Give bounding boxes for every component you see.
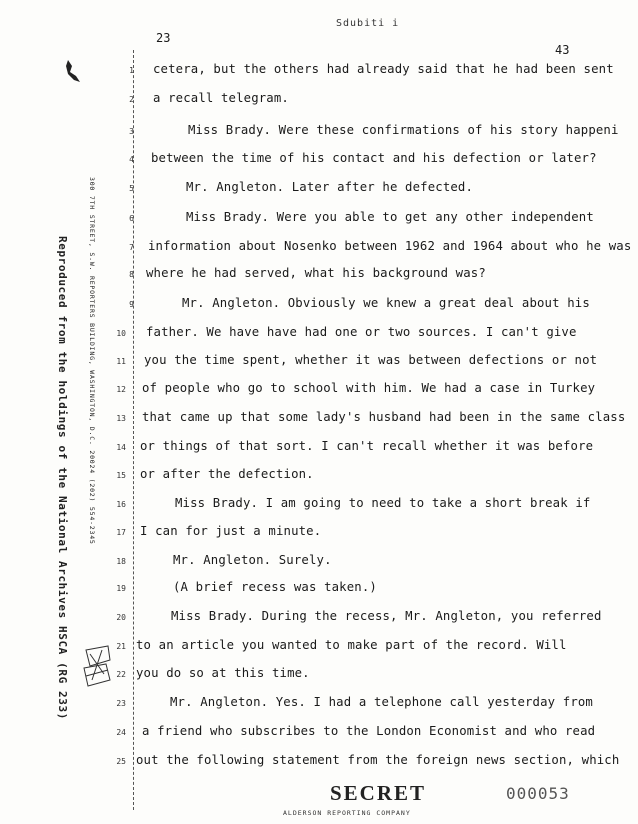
bates-number: 000053 (506, 784, 570, 803)
line-number: 16 (116, 500, 126, 509)
line-number: 4 (129, 155, 134, 164)
line-number: 15 (116, 471, 126, 480)
line-number: 12 (116, 385, 126, 394)
line-number: 3 (129, 127, 134, 136)
transcript-line: a recall telegram. (153, 91, 289, 105)
line-number: 18 (116, 557, 126, 566)
line-number: 21 (116, 642, 126, 651)
margin-rule (133, 50, 134, 810)
transcript-line: cetera, but the others had already said that he had been sent (153, 62, 614, 76)
line-number: 24 (116, 728, 126, 737)
line-number: 5 (129, 184, 134, 193)
transcript-line: Mr. Angleton. Obviously we knew a great deal about his (182, 296, 590, 310)
transcript-line: father. We have have had one or two sources. I can't give (146, 325, 577, 339)
line-number: 1 (129, 66, 134, 75)
transcript-line: out the following statement from the foreign news section, which (136, 753, 620, 767)
line-number: 13 (116, 414, 126, 423)
line-number: 22 (116, 670, 126, 679)
line-number: 23 (116, 699, 126, 708)
page-number-right: 43 (555, 43, 570, 57)
stamp-icon (80, 640, 114, 694)
reporter-address: 300 7TH STREET, S.W. REPORTERS BUILDING, WASHINGTON, D.C. 20024 (202) 554-2345 (88, 177, 96, 545)
transcript-line: Mr. Angleton. Yes. I had a telephone call yesterday from (170, 695, 593, 709)
transcript-line: Miss Brady. During the recess, Mr. Angleton, you referred (171, 609, 602, 623)
classification-stamp: SECRET (330, 781, 427, 805)
page-number-left: 23 (156, 31, 171, 45)
transcript-line: Mr. Angleton. Surely. (173, 553, 332, 567)
transcript-line: I can for just a minute. (140, 524, 322, 538)
transcript-line: between the time of his contact and his defection or later? (151, 151, 597, 165)
line-number: 2 (129, 95, 134, 104)
scan-smudge-icon (64, 58, 82, 84)
transcript-line: where he had served, what his background was? (146, 266, 486, 280)
transcript-line: to an article you wanted to make part of the record. Will (136, 638, 567, 652)
transcript-line: or things of that sort. I can't recall whether it was before (140, 439, 594, 453)
reporting-company: ALDERSON REPORTING COMPANY (283, 809, 411, 817)
line-number: 14 (116, 443, 126, 452)
transcript-line: that came up that some lady's husband had been in the same class (142, 410, 626, 424)
transcript-line: or after the defection. (140, 467, 314, 481)
transcript-line: Miss Brady. Were these confirmations of his story happeni (188, 123, 619, 137)
transcript-line: a friend who subscribes to the London Economist and who read (142, 724, 596, 738)
transcript-line: Miss Brady. Were you able to get any other independent (186, 210, 594, 224)
line-number: 25 (116, 757, 126, 766)
line-number: 17 (116, 528, 126, 537)
transcript-line: (A brief recess was taken.) (173, 580, 377, 594)
transcript-line: of people who go to school with him. We had a case in Turkey (142, 381, 596, 395)
transcript-line: Miss Brady. I am going to need to take a short break if (175, 496, 591, 510)
line-number: 9 (129, 300, 134, 309)
transcript-line: information about Nosenko between 1962 and 1964 about who he was (148, 239, 632, 253)
archive-note: Reproduced from the holdings of the National Archives HSCA (RG 233) (56, 236, 69, 720)
line-number: 7 (129, 243, 134, 252)
transcript-line: you do so at this time. (136, 666, 310, 680)
header-mark: Sdubiti i (336, 18, 400, 29)
line-number: 8 (129, 270, 134, 279)
line-number: 20 (116, 613, 126, 622)
line-number: 10 (116, 329, 126, 338)
transcript-line: you the time spent, whether it was between defections or not (144, 353, 598, 367)
transcript-line: Mr. Angleton. Later after he defected. (186, 180, 474, 194)
line-number: 11 (116, 357, 126, 366)
line-number: 6 (129, 214, 134, 223)
line-number: 19 (116, 584, 126, 593)
